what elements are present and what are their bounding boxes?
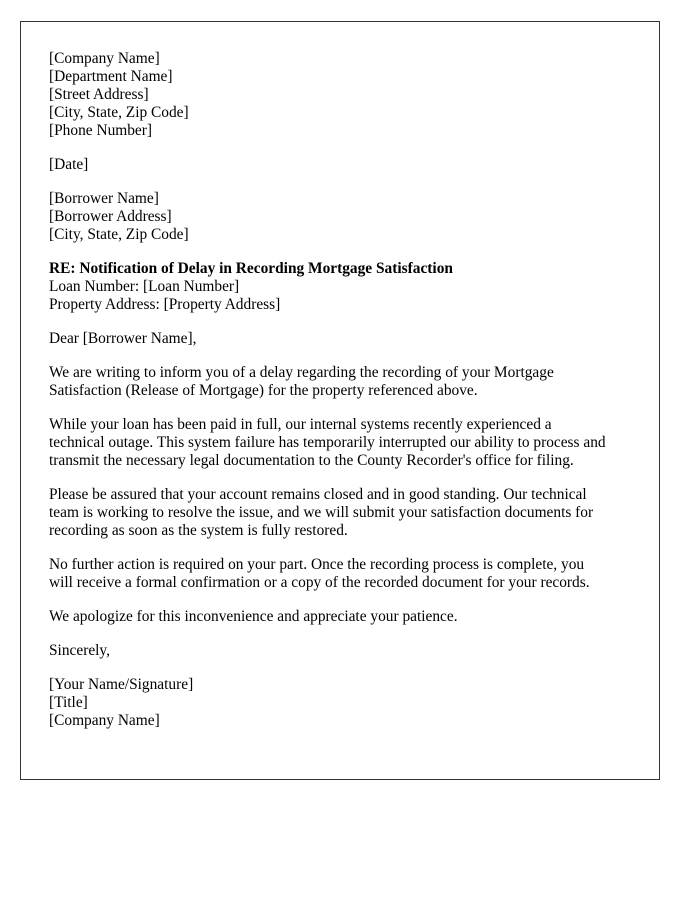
recipient-borrower-name: [Borrower Name] [49,190,159,207]
body-paragraph-3-line-1: Please be assured that your account remains closed and in good standing. Our technical [49,486,587,503]
sender-phone-number: [Phone Number] [49,122,153,139]
body-paragraph-1-line-2: Satisfaction (Release of Mortgage) for the property referenced above. [49,382,478,399]
body-paragraph-2-line-2: technical outage. This system failure has temporarily interrupted our ability to process and [49,434,606,451]
body-paragraph-3-line-3: recording as soon as the system is fully restored. [49,522,348,539]
body-paragraph-2-line-1: While your loan has been paid in full, our internal systems recently experienced a [49,416,552,433]
signature-block [49,676,639,730]
body-paragraph-3 [49,486,639,540]
sender-department-name: [Department Name] [49,68,173,85]
closing-block [49,642,639,660]
signature-title: [Title] [49,694,88,711]
sender-address-block [49,50,639,140]
sender-street-address: [Street Address] [49,86,149,103]
body-paragraph-1 [49,364,639,400]
recipient-borrower-address: [Borrower Address] [49,208,172,225]
body-paragraph-2 [49,416,639,470]
recipient-address-block [49,190,639,244]
body-paragraph-3-line-2: team is working to resolve the issue, and we will submit your satisfaction documents for [49,504,594,521]
recipient-city-state-zip: [City, State, Zip Code] [49,226,189,243]
letter-page [20,21,660,780]
body-paragraph-5-line-1: We apologize for this inconvenience and appreciate your patience. [49,608,458,625]
body-paragraph-4-line-2: will receive a formal confirmation or a copy of the recorded document for your records. [49,574,590,591]
property-address-line: Property Address: [Property Address] [49,296,281,313]
body-paragraph-4-line-1: No further action is required on your part. Once the recording process is complete, you [49,556,585,573]
subject-block [49,260,639,314]
body-paragraph-2-line-3: transmit the necessary legal documentation to the County Recorder's office for filing. [49,452,574,469]
body-paragraph-5 [49,608,639,626]
subject-re-line: RE: Notification of Delay in Recording Mortgage Satisfaction [49,260,453,277]
signature-name: [Your Name/Signature] [49,676,194,693]
salutation: Dear [Borrower Name], [49,330,197,347]
letter-date: [Date] [49,156,89,173]
body-paragraph-4 [49,556,639,592]
body-paragraph-1-line-1: We are writing to inform you of a delay regarding the recording of your Mortgage [49,364,554,381]
salutation-block [49,330,639,348]
date-block [49,156,639,174]
letter-content [49,50,639,746]
closing: Sincerely, [49,642,110,659]
signature-company-name: [Company Name] [49,712,160,729]
sender-city-state-zip: [City, State, Zip Code] [49,104,189,121]
loan-number-line: Loan Number: [Loan Number] [49,278,240,295]
sender-company-name: [Company Name] [49,50,160,67]
